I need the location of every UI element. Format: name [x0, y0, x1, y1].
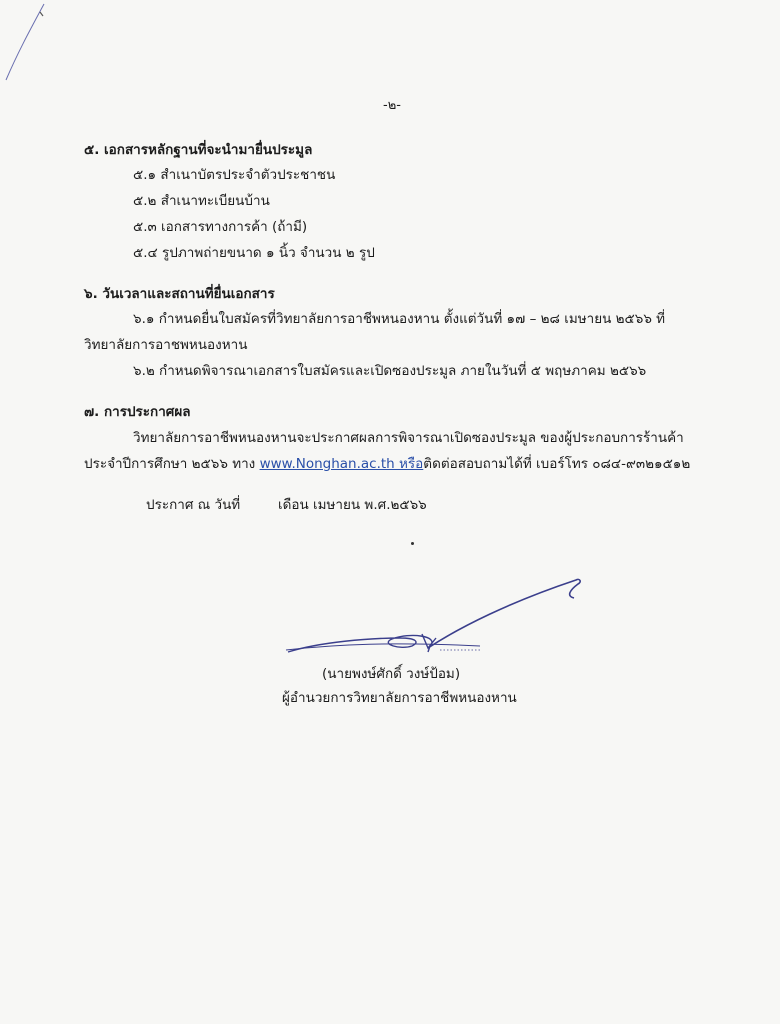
pen-stroke-mark [0, 0, 60, 90]
page-number: -๒- [383, 98, 401, 113]
section-6-item-2: ๖.๒ กำหนดพิจารณาเอกสารใบสมัครและเปิดซองประมูล ภายในวันที่ ๕ พฤษภาคม ๒๕๖๖ [133, 363, 647, 379]
announce-date: เดือน เมษายน พ.ศ.๒๕๖๖ [278, 497, 427, 513]
section-5-item: ๕.๒ สำเนาทะเบียนบ้าน [133, 193, 270, 209]
section-6-item-1-line-2: วิทยาลัยการอาชพหนองหาน [84, 337, 248, 353]
section-6-heading: ๖. วันเวลาและสถานที่ยื่นเอกสาร [84, 286, 275, 302]
section-5-heading: ๕. เอกสารหลักฐานที่จะนำมายื่นประมูล [84, 142, 313, 158]
section-7-line-1: วิทยาลัยการอาชีพหนองหานจะประกาศผลการพิจารณาเปิดซองประมูล ของผู้ประกอบการร้านค้า [133, 430, 684, 446]
section-7-line-2 [84, 455, 690, 473]
section-6-item-1-line-1: ๖.๑ กำหนดยื่นใบสมัครที่วิทยาลัยการอาชีพหนองหาน ตั้งแต่วันที่ ๑๗ – ๒๘ เมษายน ๒๕๖๖ ที่ [133, 311, 666, 327]
section-5-item: ๕.๔ รูปภาพถ่ายขนาด ๑ นิ้ว จำนวน ๒ รูป [133, 245, 375, 261]
website-link[interactable]: www.Nonghan.ac.th หรือ [259, 456, 424, 472]
section-7-heading: ๗. การประกาศผล [84, 404, 191, 420]
signer-title: ผู้อำนวยการวิทยาลัยการอาชีพหนองหาน [282, 690, 517, 706]
signer-name: (นายพงษ์ศักดิ์ วงษ์ป้อม) [322, 666, 461, 682]
announce-prefix: ประกาศ ณ วันที่ [146, 497, 241, 513]
section-5-item: ๕.๑ สำเนาบัตรประจำตัวประชาชน [133, 167, 336, 183]
section-7-line-2-prefix: ประจำปีการศึกษา ๒๕๖๖ ทาง [84, 456, 260, 472]
handwritten-signature [280, 572, 590, 662]
ink-dot [411, 542, 414, 545]
section-5-item: ๕.๓ เอกสารทางการค้า (ถ้ามี) [133, 219, 308, 235]
section-7-line-2-suffix: ติดต่อสอบถามได้ที่ เบอร์โทร ๐๘๔-๙๓๒๑๕๑๒ [423, 456, 691, 472]
